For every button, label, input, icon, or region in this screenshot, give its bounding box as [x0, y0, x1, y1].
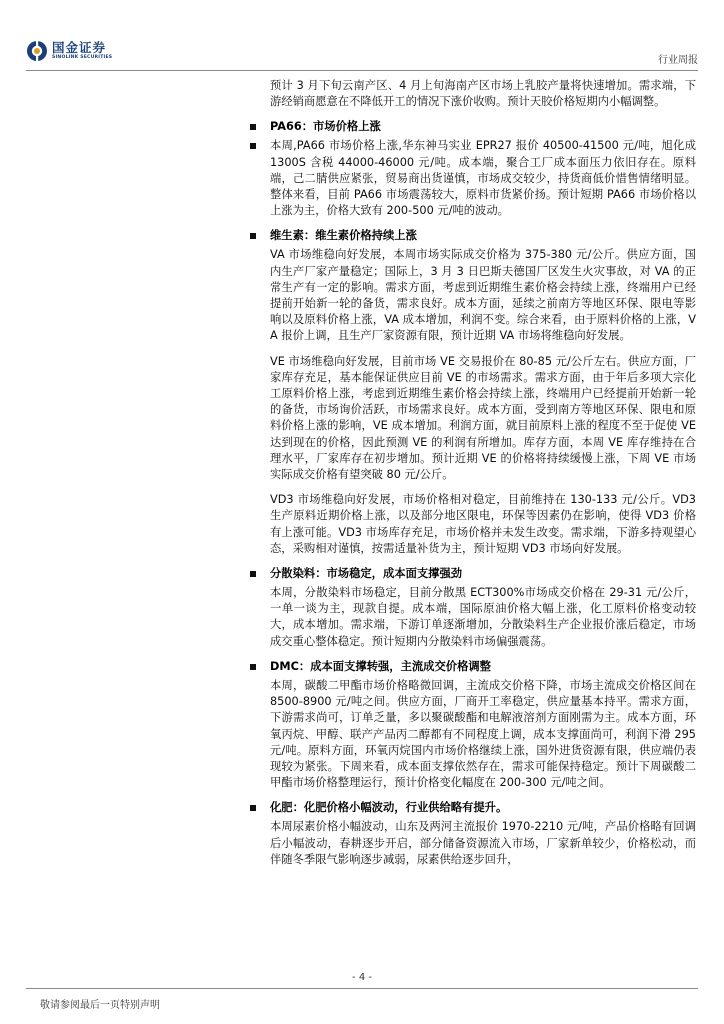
- paragraph-bullet-icon: [250, 143, 256, 149]
- brand-name-en: SINOLINK SECURITIES: [52, 55, 113, 60]
- section-title: DMC：成本面支撑转强，主流成交价格调整: [270, 659, 491, 673]
- section-bullet-icon: [250, 571, 256, 577]
- report-type-label: 行业周报: [658, 55, 698, 66]
- section-paragraph: VD3 市场维稳向好发展，市场价格相对稳定，目前维持在 130-133 元/公斤。VD3 生产原料近期价格上涨，以及部分地区限电，环保等因素仍在影响，使得 VD3 价格有上涨可能。VD3 市场库存充足，市场价格并未发生改变。需求端，下游多持观望心态，采购相对谨慎，按需适量补货为主，预计短期 VD3 市场向好发展。: [270, 493, 696, 555]
- section-title: PA66：市场价格上涨: [270, 120, 381, 134]
- section-title: 化肥：化肥价格小幅波动，行业供给略有提升。: [270, 801, 508, 815]
- sinolink-logo-icon: [26, 40, 48, 62]
- page-header: [0, 0, 724, 80]
- section-bullet-icon: [250, 233, 256, 239]
- section-dmc: [248, 658, 696, 676]
- section-bullet-icon: [250, 664, 256, 670]
- disclaimer-text: 敬请参阅最后一页特别声明: [40, 1000, 160, 1011]
- footer-divider: [26, 988, 698, 989]
- section-paragraph: VE 市场维稳向好发展，目前市场 VE 交易报价在 80-85 元/公斤左右。供应方面，厂家库存充足，基本能保证供应目前 VE 的市场需求。需求方面，由于年后多项大宗化工原料价格上涨，考虑到近期维生素价格会持续上涨，终端用户已经提前开始新一轮的备货，市场询价活跃，市场需求良好。成本方面，受到南方等地区环保、限电和原料价格上涨的影响，VE 成本增加。利润方面，就目前原料上涨的程度不至于促使 VE 达到现在的价格，因此预测 VE 的利润有所增加。库存方面，本周 VE 库存维持在合理水平，厂家库存在初步增加。预计近期 VE 的价格将持续缓慢上涨，下周 VE 市场实际成交价格有望突破 80 元/公斤。: [270, 354, 696, 482]
- section-paragraph: VA 市场维稳向好发展，本周市场实际成交价格为 375-380 元/公斤。供应方面，国内生产厂家产量稳定；国际上，3 月 3 日巴斯夫德国厂区发生火灾事故，对 VA 的正常生产有一定的影响。需求方面，考虑到近期维生素价格会持续上涨，终端用户已经提前开始新一轮的备货，需求良好。成本方面，延续之前南方等地区环保、限电等影响以及原料价格上涨，VA 成本增加，利润不变。综合来看，由于原料价格的上涨，VA 报价上调，且生产厂家资源有限，预计近期 VA 市场将维稳向好发展。: [270, 248, 696, 343]
- section-bullet-icon: [250, 124, 256, 130]
- section-paragraph: 本周尿素价格小幅波动，山东及两河主流报价 1970-2210 元/吨，产品价格略有回调后小幅波动，春耕逐步开启，部分储备资源流入市场，厂家新单较少，价格松动，而伴随冬季限气影响逐步减弱，尿素供给逐步回升，: [270, 820, 696, 866]
- section-title: 分散染料：市场稳定，成本面支撑强劲: [270, 567, 463, 581]
- page-number: - 4 -: [352, 972, 372, 983]
- section-fertilizer: [248, 799, 696, 817]
- section-vitamins: [248, 227, 696, 245]
- section-pa66: [248, 118, 696, 136]
- bullet-paragraph: [248, 138, 696, 219]
- section-title: 维生素：维生素价格持续上涨: [270, 229, 417, 243]
- brand-logo: [26, 40, 112, 62]
- header-divider: [26, 70, 698, 71]
- intro-paragraph: 预计 3 月下旬云南产区、4 月上旬海南产区市场上乳胶产量将快速增加。需求端，下游经销商愿意在不降低开工的情况下涨价收购。预计天胶价格短期内小幅调整。: [270, 79, 696, 109]
- section-disperse-dyes: [248, 565, 696, 583]
- section-paragraph: 本周，分散染料市场稳定，目前分散黑 ECT300%市场成交价格在 29-31 元/公斤，一单一谈为主，现款自提。成本端，国际原油价格大幅上涨，化工原料价格变动较大，成本增加。需求端，下游订单逐渐增加，分散染料生产企业报价涨后稳定，市场成交重心整体稳定。预计短期内分散染料市场偏强震荡。: [270, 586, 696, 648]
- brand-name-cn: 国金证券: [52, 40, 107, 55]
- section-paragraph: 本周,PA66 市场价格上涨,华东神马实业 EPR27 报价 40500-41500 元/吨，旭化成 1300S 含税 44000-46000 元/吨。成本端，聚合工厂成本面压力依旧存在。原料端，己二腈供应紧张，贸易商出货谨慎，市场成交较少，持货商低价惜售情绪明显。整体来看，目前 PA66 市场震荡较大，原料市货紧价扬。预计短期 PA66 市场价格以上涨为主，价格大致有 200-500 元/吨的波动。: [270, 139, 696, 218]
- report-body: [248, 78, 696, 868]
- section-paragraph: 本周，碳酸二甲酯市场价格略微回调，主流成交价格下降，市场主流成交价格区间在 8500-8900 元/吨之间。供应方面，厂商开工率稳定，供应量基本持平。需求方面，下游需求尚可，订单乏量，多以聚碳酸酯和电解液溶剂方面刚需为主。成本方面，环氧丙烷、甲醇、联产产品丙二醇都有不同程度上调，成本支撑面尚可，利润下滑 295 元/吨。原料方面，环氧丙烷国内市场价格继续上涨，国外进货资源有限，供应端仍表现较为紧张。下周来看，成本面支撑依然存在，需求可能保持稳定。预计下周碳酸二甲酯市场价格整理运行，预计价格变化幅度在 200-300 元/吨之间。: [270, 678, 696, 790]
- section-bullet-icon: [250, 805, 256, 811]
